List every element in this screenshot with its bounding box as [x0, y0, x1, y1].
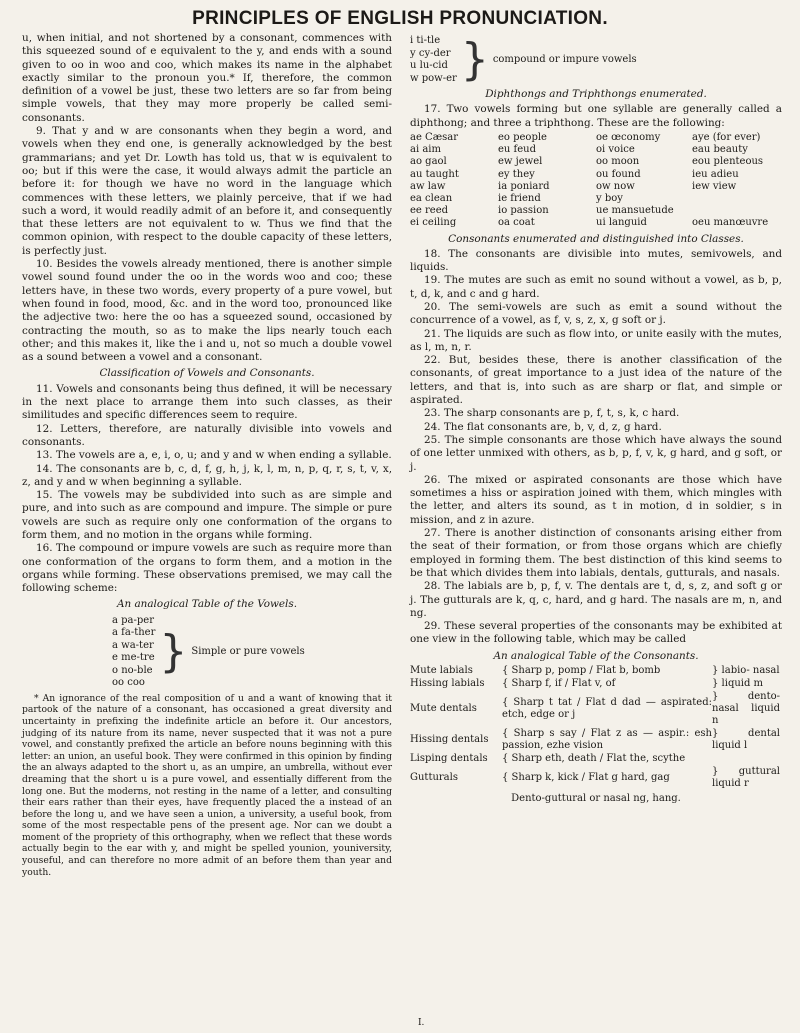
diphthong-cell: eau beauty [692, 144, 748, 156]
paragraph-9: 9. That y and w are consonants when they begin a word, and vowels when they end one, is generally acknowledged by the best grammarians; and yet Dr. Lowth has told us, that w is equivalent to oo; but if this were the case, it would always admit the particle an before it: for though we have no word in the language which commences with these letters, we plainly perceive, that if we had such a word, it would readily admit of an before it, and consequently that these letters are not equivalent to w. Thus we find that the common opinion, with respect to the double capacity of these letters, is perfectly just. [22, 125, 392, 257]
diphthong-cell: aye (for ever) [692, 131, 761, 143]
paragraph-20: 20. The semi-vowels are such as emit a sound without the concurrence of a vowel, as f, v, s, z, x, g soft or j. [410, 301, 782, 327]
compound-row: w pow-er [410, 72, 457, 84]
vowel-row: oo coo [112, 677, 145, 689]
vowel-table [112, 615, 392, 690]
vowel-row: e me-tre [112, 652, 155, 664]
paragraph-12: 12. Letters, therefore, are naturally divisible into vowels and consonants. [22, 422, 392, 448]
diphthong-cell: ui languid [596, 217, 647, 229]
heading-classification: Classification of Vowels and Consonants. [99, 367, 315, 380]
diphthong-cell: ue mansuetude [596, 205, 674, 217]
paragraph-19: 19. The mutes are such as emit no sound without a vowel, as b, p, t, d, k, and c and g hard. [410, 274, 782, 300]
table-row: Mute dentals { Sharp t tat / Flat d dad — aspirated: etch, edge or j } dento- nasal liquid n [410, 691, 780, 727]
diphthong-cell: eu feud [498, 144, 536, 156]
paragraph-14: 14. The consonants are b, c, d, f, g, h, j, k, l, m, n, p, q, r, s, t, v, x, z, and y and w when beginning a syllable. [22, 462, 392, 488]
left-column [22, 32, 392, 878]
diphthong-title: Diphthongs and Triphthongs enumerated. [485, 88, 707, 100]
compound-row: i ti-tle [410, 35, 441, 46]
diphthong-grid [410, 132, 782, 230]
consonant-table [410, 665, 782, 805]
paragraph-26: 26. The mixed or aspirated consonants are those which have sometimes a hiss or aspiration joined with them, which mingles with the letter, and alters its sound, as t in motion, d in soldier, s in mission, and z in azure. [410, 473, 782, 526]
compound-row: u lu-cid [410, 60, 448, 71]
vowel-row: o no-ble [112, 664, 153, 676]
diphthong-cell: au taught [410, 168, 459, 180]
diphthong-cell: ou found [596, 168, 641, 180]
diphthong-cell: eo people [498, 131, 547, 143]
diphthong-cell: y boy [596, 192, 623, 204]
diphthong-cell: ieu adieu [692, 168, 739, 180]
diphthong-cell: oo moon [596, 156, 640, 168]
vowel-brace-label: Simple or pure vowels [191, 646, 305, 658]
diphthong-cell: ee reed [410, 205, 449, 217]
diphthong-cell: ow now [596, 180, 635, 192]
vowel-table-title: An analogical Table of the Vowels. [116, 598, 298, 611]
page-title: PRINCIPLES OF ENGLISH PRONUNCIATION. [192, 8, 608, 29]
vowel-row: a pa-per [112, 614, 154, 626]
brace-icon: } [159, 626, 188, 678]
paragraph-10: 10. Besides the vowels already mentioned, there is another simple vowel sound found under the oo in the words woo and coo; these letters have, in these two words, every property of a pure vowel, but when found in food, mood, &c. and in the word too, pronounced like the adjective two: here the oo has a squeezed sound, occasioned by contracting the mouth, so as to make the lips nearly touch each other; and this makes it, like the i and u, not so much a double vowel as a sound between a vowel and a consonant. [22, 258, 392, 364]
compound-brace-label: compound or impure vowels [492, 53, 637, 65]
consonant-heading: Consonants enumerated and distinguished into Classes. [448, 232, 744, 245]
footnote-text: * An ignorance of the real composition of u and a want of knowing that it partook of the nature of a consonant, has occasioned a great diversity and uncertainty in prefixing the indefinite article an before it. Our ancestors, judging of its nature from its name, never suspected that it was not a pure vowel, and constantly prefixed the article an before nouns beginning with this letter: an union, an useful book. They were confirmed in this opinion by finding the an always adapted to the short u, as an umpire, an umbrella, without ever dreaming that the short u is a pure vowel, and essentially different from the long one. But the moderns, not resting in the name of a letter, and consulting their ears rather than their eyes, have frequently placed the a instead of an before the long u, and we have seen a union, a university, a useful book, from some of the most respectable pens of the present age. Nor can we doubt a moment of the propriety of this orthography, when we reflect that these words actually begin to the ear with y, and might be spelled younion, youniversity, youseful, and can therefore no more admit of an before them than year and youth. [22, 692, 392, 878]
diphthong-cell: aw law [410, 180, 446, 192]
diphthong-cell: oeu manœuvre [692, 217, 769, 229]
diphthong-cell: ey they [498, 168, 535, 180]
diphthong-cell: ao gaol [410, 156, 447, 168]
paragraph-21: 21. The liquids are such as flow into, or unite easily with the mutes, as l, m, n, r. [410, 327, 782, 353]
signature-mark: I. [418, 1018, 425, 1028]
footnote [22, 693, 392, 879]
table-row: Hissing labials { Sharp f, if / Flat v, of } liquid m [410, 678, 764, 690]
vowel-table-rows [112, 615, 155, 690]
paragraph-28: 28. The labials are b, p, f, v. The dentals are t, d, s, z, and soft g or j. The gutturals are k, q, c, hard, and g hard. The nasals are m, n, and ng. [410, 580, 782, 619]
table-row: Mute labials { Sharp p, pomp / Flat b, bomb } labio- nasal [410, 665, 780, 677]
brace-icon: } [460, 34, 489, 85]
paragraph-18: 18. The consonants are divisible into mutes, semivowels, and liquids. [410, 247, 782, 274]
diphthong-cell: ew jewel [498, 156, 543, 168]
diphthong-cell: ea clean [410, 192, 453, 204]
diphthong-cell [692, 205, 782, 217]
diphthong-cell: ai aim [410, 144, 441, 156]
paragraph-16: 16. The compound or impure vowels are such as require more than one conformation of the organs to form them, and a motion in the organs while forming. These observations premised, we may call the following scheme: [22, 542, 392, 595]
diphthong-cell: ae Cæsar [410, 131, 458, 143]
compound-vowel-table [410, 35, 782, 85]
vowel-row: a fa-ther [112, 627, 156, 639]
table-row: Lisping dentals { Sharp eth, death / Flat the, scythe [410, 753, 686, 765]
paragraph-27: 27. There is another distinction of consonants arising either from the seat of their formation, or from those organs which are chiefly employed in forming them. The best distinction of this kind seems to be that which divides them into labials, dentals, gutturals, and nasals. [410, 527, 782, 579]
diphthong-cell [692, 193, 782, 205]
right-column [410, 32, 782, 807]
paragraph-13: 13. The vowels are a, e, i, o, u; and y and w when ending a syllable. [36, 449, 392, 462]
diphthong-cell: iew view [692, 180, 737, 192]
diphthong-cell: oe œconomy [596, 131, 661, 143]
paragraph-22: 22. But, besides these, there is another classification of the consonants, of great importance to a just idea of the nature of the letters, and that is, into such as are sharp or flat, and simple or aspirated. [410, 354, 782, 407]
paragraph-24: 24. The flat consonants are, b, v, d, z, g hard. [424, 420, 662, 433]
consonant-table-title: An analogical Table of the Consonants. [493, 649, 699, 662]
diphthong-cell: io passion [498, 205, 549, 217]
compound-row: y cy-der [410, 47, 451, 59]
diphthong-cell: ie friend [498, 192, 541, 204]
paragraph-29: 29. These several properties of the consonants may be exhibited at one view in the following table, which may be called [410, 620, 782, 646]
paragraph-11: 11. Vowels and consonants being thus defined, it will be necessary in the next place to arrange them into such classes, as their similitudes and specific differences seem to require. [22, 382, 392, 422]
diphthong-cell: oa coat [498, 217, 535, 229]
compound-rows [410, 35, 457, 85]
diphthong-cell: eou plenteous [692, 156, 764, 168]
diphthong-cell: ia poniard [498, 180, 550, 192]
paragraph-17: 17. Two vowels forming but one syllable are generally called a diphthong; and three a triphthong. These are the following: [410, 103, 782, 129]
paragraph-23: 23. The sharp consonants are p, f, t, s, k, c hard. [424, 407, 680, 420]
vowel-row: a wa-ter [112, 639, 154, 651]
consonant-table-footer: Dento-guttural or nasal ng, hang. [511, 793, 681, 805]
paragraph-25: 25. The simple consonants are those which have always the sound of one letter unmixed with others, as b, p, f, v, k, g hard, and g soft, or j. [410, 433, 782, 473]
paragraph-intro: u, when initial, and not shortened by a consonant, commences with this squeezed sound of e equivalent to the y, and ends with a sound given to oo in woo and coo, which makes its name in the alphabet exactly similar to the pronoun you.* If, therefore, the common definition of a vowel be just, these two letters are so far from being simple vowels, that they may more properly be called semi-consonants. [22, 32, 392, 124]
diphthong-cell: oi voice [596, 144, 635, 156]
paragraph-15: 15. The vowels may be subdivided into such as are simple and pure, and into such as are compound and impure. The simple or pure vowels are such as require only one conformation of the organs to form them, and no motion in the organs while forming. [22, 489, 392, 541]
table-row: Hissing dentals { Sharp s say / Flat z as — aspir.: esh passion, ezhe vision } dental liquid l [410, 728, 780, 752]
diphthong-cell: ei ceiling [410, 217, 457, 229]
table-row: Gutturals { Sharp k, kick / Flat g hard, gag } guttural liquid r [410, 766, 780, 790]
